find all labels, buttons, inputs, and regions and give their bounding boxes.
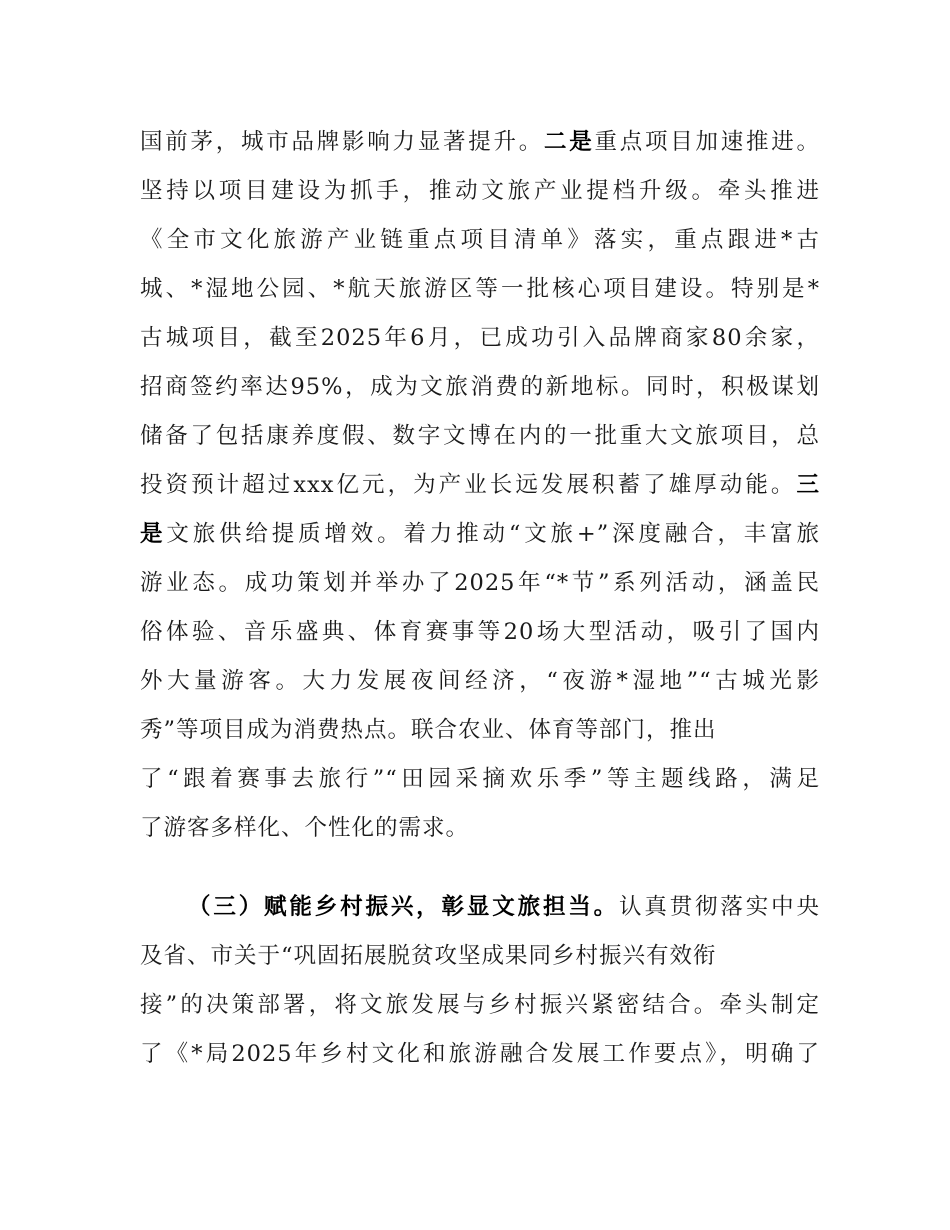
section-heading-line — [188, 883, 820, 931]
text-run: 国前茅，城市品牌影响力显著提升。 — [140, 129, 544, 155]
emphasis-run: 三 — [796, 472, 820, 498]
text-run: 了《*局2025年乡村文化和旅游融合发展工作要点》，明确了 — [140, 1041, 820, 1067]
text-run: 了游客多样化、个性化的需求。 — [140, 815, 470, 841]
text-line — [140, 657, 820, 705]
text-run: 认真贯彻落实中央 — [619, 894, 820, 920]
emphasis-run: 是 — [140, 521, 167, 547]
text-run: 储备了包括康养度假、数字文博在内的一批重大文旅项目，总 — [140, 423, 820, 449]
text-run: 《全市文化旅游产业链重点项目清单》落实，重点跟进*古 — [140, 227, 820, 253]
text-line — [140, 216, 820, 264]
text-run: 古城项目，截至2025年6月，已成功引入品牌商家80余家， — [140, 325, 820, 351]
text-run: 城、*湿地公园、*航天旅游区等一批核心项目建设。特别是* — [140, 276, 820, 302]
text-run: 文旅供给提质增效。着力推动“文旅+”深度融合，丰富旅 — [166, 521, 820, 547]
text-run: 秀”等项目成为消费热点。联合农业、体育等部门，推出 — [140, 717, 717, 743]
text-line — [140, 1030, 820, 1078]
text-run: 及省、市关于“巩固拓展脱贫攻坚成果同乡村振兴有效衔 — [140, 943, 717, 969]
text-line — [140, 608, 820, 656]
text-line — [140, 363, 820, 411]
text-run: 外大量游客。大力发展夜间经济，“夜游*湿地”“古城光影 — [140, 668, 820, 694]
text-run: 重点项目加速推进。 — [594, 129, 820, 155]
text-line — [140, 559, 820, 607]
text-line — [140, 167, 820, 215]
text-run: 坚持以项目建设为抓手，推动文旅产业提档升级。牵头推进 — [140, 178, 820, 204]
text-line — [140, 981, 820, 1029]
text-line — [140, 804, 820, 852]
text-line — [140, 412, 820, 460]
text-run: 接”的决策部署，将文旅发展与乡村振兴紧密结合。牵头制定 — [140, 992, 820, 1018]
text-line — [140, 314, 820, 362]
text-line — [140, 461, 820, 509]
text-run: 游业态。成功策划并举办了2025年“*节”系列活动，涵盖民 — [140, 570, 820, 596]
text-run: 招商签约率达95%，成为文旅消费的新地标。同时，积极谋划 — [140, 374, 820, 400]
text-line — [140, 706, 820, 754]
emphasis-run: 二是 — [543, 129, 595, 155]
text-line — [140, 932, 820, 980]
text-line — [140, 118, 820, 166]
text-line — [140, 265, 820, 313]
text-run: 投资预计超过xxx亿元，为产业长远发展积蓄了雄厚动能。 — [140, 472, 797, 498]
text-run: 俗体验、音乐盛典、体育赛事等20场大型活动，吸引了国内 — [140, 619, 820, 645]
text-line — [140, 510, 820, 558]
text-run: 了“跟着赛事去旅行”“田园采摘欢乐季”等主题线路，满足 — [140, 766, 820, 792]
text-line — [140, 755, 820, 803]
section-heading: （三）赋能乡村振兴，彰显文旅担当。 — [188, 894, 619, 920]
